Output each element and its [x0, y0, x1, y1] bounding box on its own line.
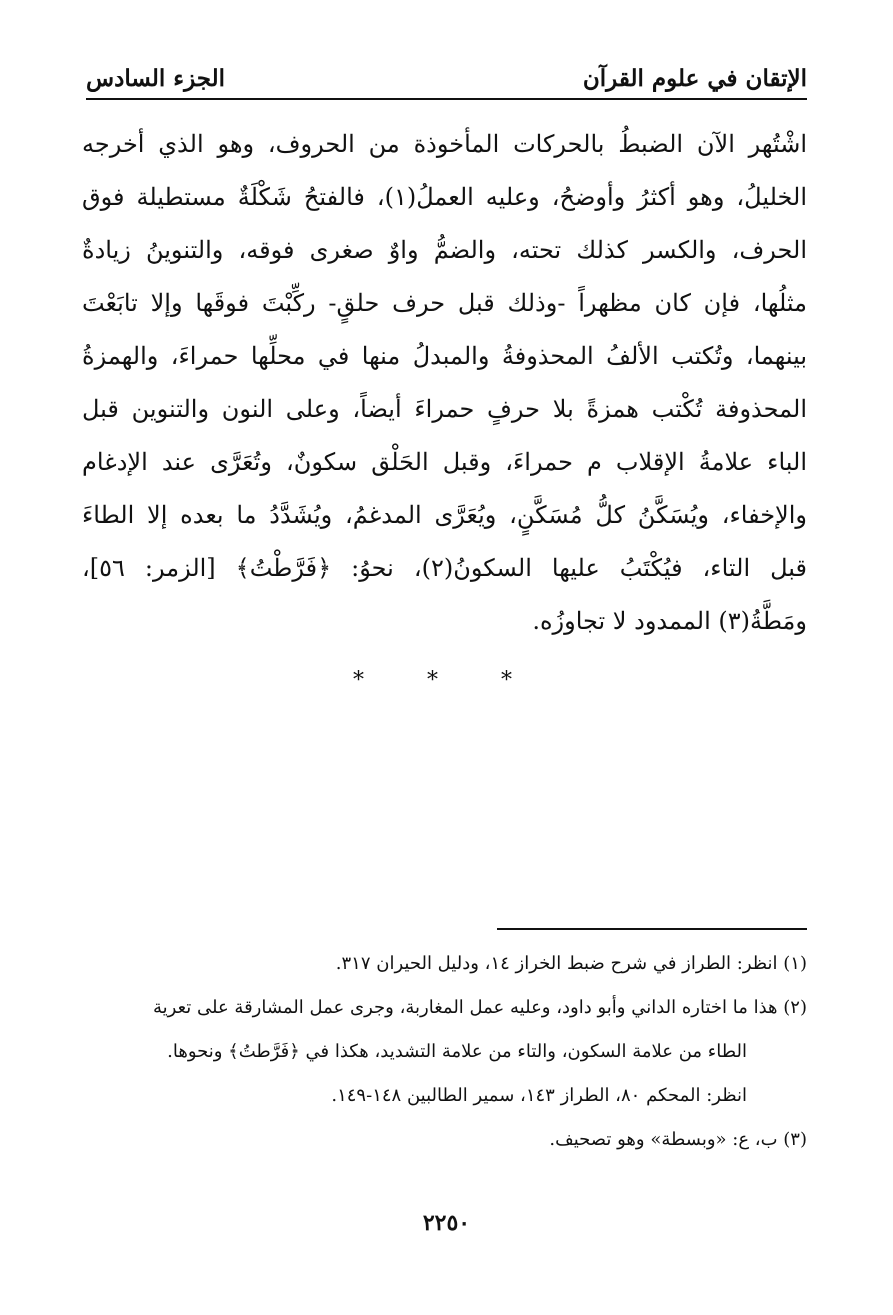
- text-line: الحرف، والكسر كذلك تحته، والضمُّ واوٌ صغرى فوقه، والتنوينُ زيادةٌ: [82, 236, 807, 264]
- text-line: اشْتُهر الآن الضبطُ بالحركات المأخوذة من الحروف، وهو الذي أخرجه: [82, 130, 807, 158]
- section-separator: * * *: [353, 668, 540, 693]
- footnotes: [84, 942, 807, 1162]
- book-title: الإتقان في علوم القرآن: [582, 65, 807, 92]
- main-text: [82, 118, 807, 648]
- text-line: الباء علامةُ الإقلاب م حمراءَ، وقبل الحَلْق سكونٌ، وتُعَرَّى عند الإدغام: [82, 448, 807, 476]
- text-line: مثلُها، فإن كان مظهراً -وذلك قبل حرف حلقٍ- ركِّبْتَ فوقَها وإلا تابَعْتَ: [82, 289, 807, 317]
- part-title: الجزء السادس: [86, 65, 225, 92]
- text-line: المحذوفة تُكْتب همزةً بلا حرفٍ حمراءَ أيضاً، وعلى النون والتنوين قبل: [82, 395, 807, 423]
- running-header: [86, 52, 807, 100]
- footnote-2-continuation: الطاء من علامة السكون، والتاء من علامة التشديد، هكذا في ﴿فَرَّطتُ﴾ ونحوها.: [167, 1041, 747, 1062]
- footnote-2-reference: انظر: المحكم ٨٠، الطراز ١٤٣، سمير الطالبين ١٤٨-١٤٩.: [331, 1085, 747, 1106]
- text-line: الخليلُ، وهو أكثرُ وأوضحُ، وعليه العملُ(١)، فالفتحُ شَكْلَةٌ مستطيلة فوق: [82, 183, 807, 211]
- footnote-1: (١) انظر: الطراز في شرح ضبط الخراز ١٤، ودليل الحيران ٣١٧.: [335, 953, 807, 974]
- text-line: والإخفاء، ويُسَكَّنُ كلُّ مُسَكَّنٍ، ويُعَرَّى المدغمُ، ويُشَدَّدُ ما بعده إلا الطاءَ: [82, 501, 807, 529]
- footnote-3: (٣) ب، ع: «وبسطة» وهو تصحيف.: [549, 1129, 807, 1150]
- text-line: بينهما، وتُكتب الألفُ المحذوفةُ والمبدلُ منها في محلِّها حمراءَ، والهمزةُ: [82, 342, 807, 370]
- page-number: ٢٢٥٠: [422, 1210, 471, 1236]
- footnote-divider: [497, 928, 807, 930]
- text-line-last: ومَطَّةُ(٣) الممدود لا تجاوزُه.: [532, 607, 807, 635]
- text-line: قبل التاء، فيُكْتَبُ عليها السكونُ(٢)، نحوُ: ﴿فَرَّطْتُ﴾ [الزمر: ٥٦]،: [82, 554, 807, 582]
- footnote-2: (٢) هذا ما اختاره الداني وأبو داود، وعليه عمل المغاربة، وجرى عمل المشارقة على تعرية: [152, 997, 807, 1018]
